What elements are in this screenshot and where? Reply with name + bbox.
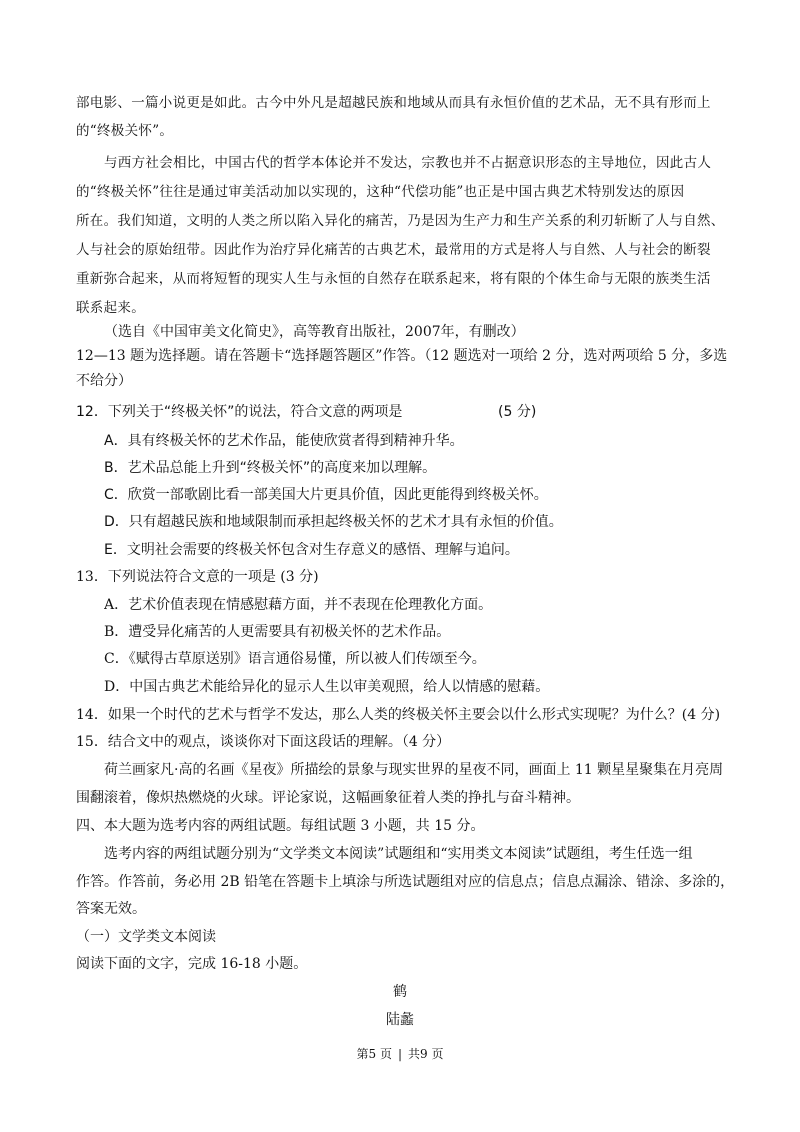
question-13-option-d: D．中国古典艺术能给异化的显示人生以审美观照，给人以情感的慰藉。 (104, 679, 550, 695)
question-12-option-e: E．文明社会需要的终极关怀包含对生存意义的感悟、理解与追问。 (104, 542, 519, 558)
page-number: 第5 页 (356, 1047, 392, 1061)
page-total: 共9 页 (408, 1047, 444, 1061)
question-15-stem: 15．结合文中的观点，谈谈你对下面这段话的理解。（4 分） (76, 734, 451, 750)
question-12-stem: 12．下列关于“终极关怀”的说法，符合文意的两项是 (76, 404, 403, 420)
reading-instruction: 阅读下面的文字，完成 16-18 小题。 (76, 956, 308, 972)
passage-line: 的“终极关怀”。 (76, 123, 174, 139)
page-footer (0, 1046, 800, 1062)
passage-line: 部电影、一篇小说更是如此。古今中外凡是超越民族和地域从而具有永恒价值的艺术品，无不具有形而上 (76, 95, 711, 111)
question-12-option-b: B．艺术品总能上升到“终极关怀”的高度来加以理解。 (104, 460, 437, 476)
question-13-option-a: A．艺术价值表现在情感慰藉方面，并不表现在伦理教化方面。 (104, 597, 493, 613)
article-author: 陆蠡 (386, 1012, 414, 1028)
passage-source: （选自《中国审美文化简史》，高等教育出版社，2007年，有删改） (104, 324, 525, 340)
question-13-stem: 13．下列说法符合文意的一项是 (3 分) (76, 569, 319, 585)
passage-line: 人与社会的原始纽带。因此作为治疗异化痛苦的古典艺术，最常用的方式是将人与自然、人与社会的断裂 (76, 242, 711, 258)
section-4-text-line: 作答。作答前，务必用 2B 铅笔在答题卡上填涂与所选试题组对应的信息点；信息点漏涂、错涂、多涂的， (76, 874, 735, 890)
instruction-line: 12—13 题为选择题。请在答题卡“选择题答题区”作答。（12 题选对一项给 2 分，选对两项给 5 分，多选 (76, 348, 728, 364)
passage-line: 所在。我们知道，文明的人类之所以陷入异化的痛苦，乃是因为生产力和生产关系的利刃斩断了人与自然、 (76, 213, 725, 229)
passage-line: 重新弥合起来，从而将短暂的现实人生与永恒的自然存在联系起来，将有限的个体生命与无限的族类生活 (76, 271, 711, 287)
question-13-option-b: B．遭受异化痛苦的人更需要具有初极关怀的艺术作品。 (104, 624, 451, 640)
passage-line: 的“终极关怀”往往是通过审美活动加以实现的，这种“代偿功能”也正是中国古典艺术特别发达的原因 (76, 184, 685, 200)
section-4-text-line: 答案无效。 (76, 901, 146, 917)
section-4-text-line: 选考内容的两组试题分别为“文学类文本阅读”试题组和“实用类文本阅读”试题组，考生任选一组 (104, 846, 693, 862)
passage-line: 联系起来。 (76, 300, 145, 316)
footer-separator: | (397, 1047, 403, 1061)
question-12-option-a: A．具有终极关怀的艺术作品，能使欣赏者得到精神升华。 (104, 433, 464, 449)
section-4-heading: 四、本大题为选考内容的两组试题。每组试题 3 小题，共 15 分。 (76, 818, 485, 834)
question-15-quote-line: 荷兰画家凡·高的名画《星夜》所描绘的景象与现实世界的星夜不同，画面上 11 颗星星聚集在月亮周 (104, 762, 724, 778)
question-14: 14．如果一个时代的艺术与哲学不发达，那么人类的终极关怀主要会以什么形式实现呢？为什么？(4 分) (76, 707, 721, 723)
section-4-sub-heading: （一）文学类文本阅读 (76, 929, 216, 945)
article-title: 鹤 (393, 984, 407, 1000)
instruction-line: 不给分） (76, 373, 132, 389)
passage-line: 与西方社会相比，中国古代的哲学本体论并不发达，宗教也并不占据意识形态的主导地位，因此古人 (104, 155, 712, 171)
question-12-option-c: C．欣赏一部歌剧比看一部美国大片更具价值，因此更能得到终极关怀。 (104, 487, 548, 503)
question-12-score: (5 分) (498, 404, 537, 420)
question-12-option-d: D．只有超越民族和地域限制而承担起终极关怀的艺术才具有永恒的价值。 (104, 514, 563, 530)
question-15-quote-line: 围翻滚着，像炽热燃烧的火球。评论家说，这幅画象征着人类的挣扎与奋斗精神。 (76, 790, 580, 806)
question-13-option-c: C．《赋得古草原送别》语言通俗易懂，所以被人们传颂至今。 (104, 651, 486, 667)
